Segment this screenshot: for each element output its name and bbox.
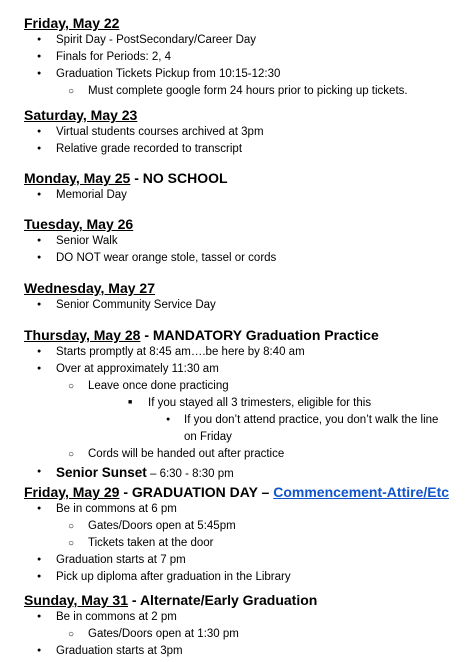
- day-date: Thursday, May 28: [24, 327, 141, 343]
- list-item: ● Graduation starts at 3pm: [24, 643, 464, 660]
- circle-bullet-icon: [68, 535, 74, 552]
- list-item: ○ Cords will be handed out after practice: [24, 446, 464, 463]
- list-item: ○ Tickets taken at the door: [24, 535, 464, 552]
- day-title: - MANDATORY Graduation Practice: [140, 327, 379, 343]
- bullet-icon: [37, 569, 41, 587]
- day-date: Sunday, May 31: [24, 592, 129, 608]
- list-item: ● Pick up diploma after graduation in the Library: [24, 569, 464, 586]
- bullet-icon: [37, 250, 41, 268]
- circle-bullet-icon: [68, 83, 74, 100]
- day-header: [24, 591, 464, 609]
- day-title: - Alternate/Early Graduation: [128, 592, 318, 608]
- day-header: [24, 326, 464, 344]
- list-item: ● If you don’t attend practice, you don’t walk the line on Friday: [24, 412, 444, 446]
- list-item: ■ If you stayed all 3 trimesters, eligible for this: [24, 395, 464, 412]
- bullet-icon: [37, 32, 41, 50]
- day-header: [24, 106, 464, 124]
- bullet-icon: [37, 233, 41, 251]
- circle-bullet-icon: [68, 518, 74, 535]
- list-item: ● Senior Walk: [24, 233, 464, 250]
- list-item: ● Senior Sunset – 6:30 - 8:30 pm: [24, 463, 464, 484]
- day-header: [24, 483, 464, 501]
- day-thursday-may-28: [24, 326, 464, 484]
- day-date: Monday, May 25: [24, 170, 131, 186]
- bullet-icon: [37, 609, 41, 627]
- list-item: ● Starts promptly at 8:45 am….be here by 8:40 am: [24, 344, 464, 361]
- senior-sunset-label: Senior Sunset: [56, 465, 147, 480]
- day-saturday-may-23: [24, 106, 464, 158]
- list-item: ○ Gates/Doors open at 5:45pm: [24, 518, 464, 535]
- bullet-icon: [37, 49, 41, 67]
- bullet-icon: [37, 297, 41, 315]
- bullet-icon: [166, 412, 170, 430]
- list-item: ● Senior Community Service Day: [24, 297, 464, 314]
- circle-bullet-icon: [68, 378, 74, 395]
- list-item: ● Relative grade recorded to transcript: [24, 141, 464, 158]
- day-date: Tuesday, May 26: [24, 216, 134, 232]
- day-date: Friday, May 22: [24, 15, 120, 31]
- bullet-icon: [37, 361, 41, 379]
- list-item: ● Spirit Day - PostSecondary/Career Day: [24, 32, 464, 49]
- list-item: ● Graduation starts at 7 pm: [24, 552, 464, 569]
- list-item: ○ Gates/Doors open at 1:30 pm: [24, 626, 464, 643]
- bullet-icon: [37, 501, 41, 519]
- day-tuesday-may-26: [24, 215, 464, 267]
- day-header: [24, 169, 464, 187]
- list-item: ● Be in commons at 2 pm: [24, 609, 464, 626]
- bullet-icon: [37, 463, 41, 483]
- day-friday-may-29: [24, 483, 464, 586]
- bullet-icon: [37, 643, 41, 661]
- bullet-icon: [37, 552, 41, 570]
- day-header: [24, 279, 464, 297]
- list-item: ○ Must complete google form 24 hours prior to picking up tickets.: [24, 83, 464, 100]
- day-title: - NO SCHOOL: [130, 170, 228, 186]
- list-item: ● DO NOT wear orange stole, tassel or cords: [24, 250, 464, 267]
- day-monday-may-25: [24, 169, 464, 204]
- commencement-attire-link[interactable]: Commencement-Attire/Etc: [273, 484, 450, 500]
- list-item: ● Graduation Tickets Pickup from 10:15-12:30: [24, 66, 464, 83]
- day-title: - GRADUATION DAY –: [119, 484, 274, 500]
- list-item: ● Virtual students courses archived at 3pm: [24, 124, 464, 141]
- day-header: [24, 215, 464, 233]
- day-header: [24, 14, 464, 32]
- day-date: Saturday, May 23: [24, 107, 138, 123]
- square-bullet-icon: [128, 395, 132, 413]
- list-item: ○ Leave once done practicing: [24, 378, 464, 395]
- circle-bullet-icon: [68, 446, 74, 463]
- day-date: Wednesday, May 27: [24, 280, 155, 296]
- day-date: Friday, May 29: [24, 484, 120, 500]
- bullet-icon: [37, 124, 41, 142]
- day-wednesday-may-27: [24, 279, 464, 314]
- day-friday-may-22: [24, 14, 464, 100]
- list-item: ● Over at approximately 11:30 am: [24, 361, 464, 378]
- list-item: ● Be in commons at 6 pm: [24, 501, 464, 518]
- bullet-icon: [37, 187, 41, 205]
- circle-bullet-icon: [68, 626, 74, 643]
- list-item: ● Memorial Day: [24, 187, 464, 204]
- bullet-icon: [37, 344, 41, 362]
- list-item: ● Finals for Periods: 2, 4: [24, 49, 464, 66]
- day-sunday-may-31: [24, 591, 464, 660]
- bullet-icon: [37, 141, 41, 159]
- bullet-icon: [37, 66, 41, 84]
